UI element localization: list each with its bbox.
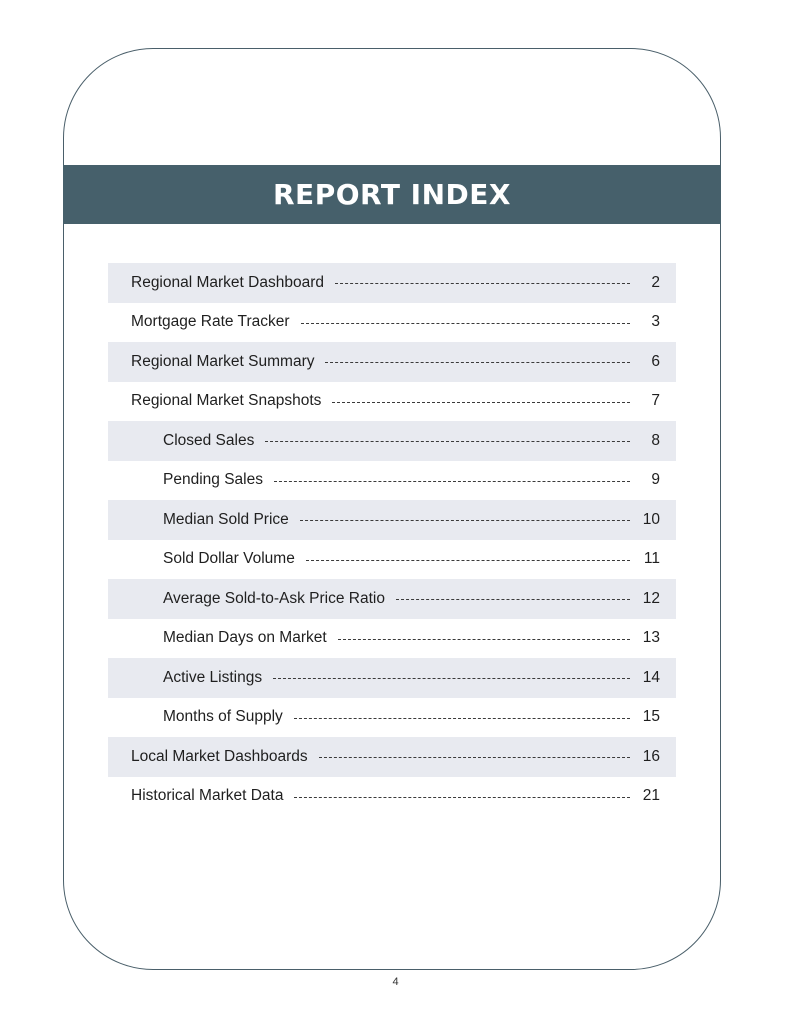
index-entry-label: Median Sold Price (163, 510, 289, 528)
index-entry-label: Regional Market Snapshots (131, 392, 322, 410)
index-entry-page: 7 (651, 392, 660, 410)
index-entry-label: Closed Sales (163, 431, 255, 449)
index-entry-local-market-dashboards[interactable] (108, 737, 676, 777)
dotted-leader (301, 323, 630, 324)
index-entry-label: Sold Dollar Volume (163, 550, 295, 568)
index-entry-page: 6 (651, 352, 660, 370)
index-entry-active-listings[interactable] (108, 658, 676, 698)
index-entry-page: 14 (642, 668, 660, 686)
index-entry-label: Regional Market Summary (131, 352, 315, 370)
dotted-leader (325, 362, 630, 363)
index-entry-label: Historical Market Data (131, 787, 284, 805)
index-entry-regional-market-summary[interactable] (108, 342, 676, 382)
index-entry-page: 15 (642, 708, 660, 726)
index-entry-page: 16 (642, 747, 660, 765)
index-entry-average-sold-to-ask-price-ratio[interactable] (108, 579, 676, 619)
index-entry-label: Pending Sales (163, 471, 263, 489)
index-entry-sold-dollar-volume[interactable] (108, 540, 676, 580)
index-entry-page: 10 (642, 510, 660, 528)
dotted-leader (265, 441, 630, 442)
dotted-leader (294, 797, 630, 798)
index-entry-label: Months of Supply (163, 708, 283, 726)
index-entry-closed-sales[interactable] (108, 421, 676, 461)
index-entry-label: Local Market Dashboards (131, 747, 308, 765)
index-entry-mortgage-rate-tracker[interactable] (108, 303, 676, 343)
index-entry-label: Regional Market Dashboard (131, 273, 324, 291)
index-entry-label: Mortgage Rate Tracker (131, 313, 290, 331)
page-title: REPORT INDEX (273, 178, 511, 211)
dotted-leader (396, 599, 630, 600)
dotted-leader (273, 678, 630, 679)
index-entry-label: Median Days on Market (163, 629, 327, 647)
index-entry-page: 8 (651, 431, 660, 449)
dotted-leader (306, 560, 630, 561)
dotted-leader (294, 718, 630, 719)
dotted-leader (332, 402, 630, 403)
dotted-leader (338, 639, 630, 640)
index-entry-regional-market-dashboard[interactable] (108, 263, 676, 303)
index-entry-regional-market-snapshots[interactable] (108, 382, 676, 422)
index-entry-historical-market-data[interactable] (108, 777, 676, 817)
index-entry-page: 13 (642, 629, 660, 647)
index-entry-median-days-on-market[interactable] (108, 619, 676, 659)
report-index-list (108, 263, 676, 816)
index-entry-page: 2 (651, 273, 660, 291)
index-entry-pending-sales[interactable] (108, 461, 676, 501)
title-banner (63, 165, 721, 224)
index-entry-page: 11 (643, 550, 660, 568)
dotted-leader (319, 757, 630, 758)
index-entry-page: 9 (651, 471, 660, 489)
page-number: 4 (392, 976, 399, 988)
dotted-leader (335, 283, 630, 284)
dotted-leader (300, 520, 630, 521)
index-entry-months-of-supply[interactable] (108, 698, 676, 738)
index-entry-label: Active Listings (163, 668, 263, 686)
index-entry-label: Average Sold-to-Ask Price Ratio (163, 589, 385, 607)
index-entry-page: 21 (642, 787, 660, 805)
dotted-leader (274, 481, 630, 482)
index-entry-median-sold-price[interactable] (108, 500, 676, 540)
index-entry-page: 12 (642, 589, 660, 607)
index-entry-page: 3 (651, 313, 660, 331)
